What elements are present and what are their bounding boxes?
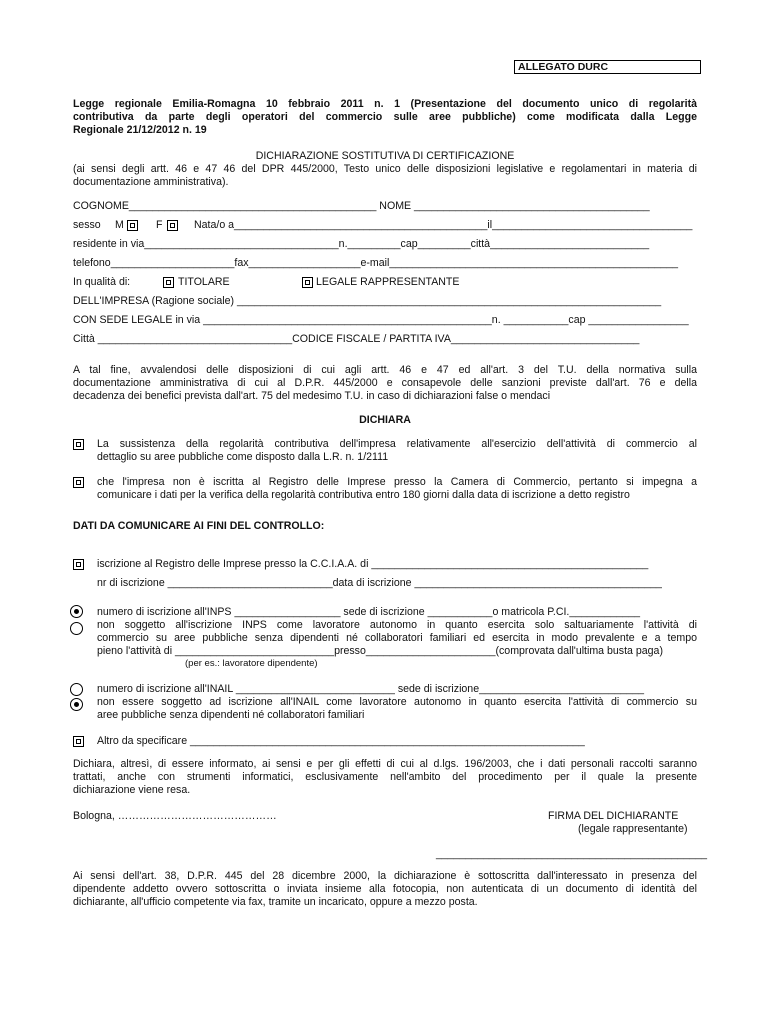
inps-non-soggetto-line-2: commercio su aree pubbliche senza dipendenti né collaboratori familiari ed esercita in modo prevalente e a tempo	[97, 632, 697, 644]
cognome-nome-field[interactable]: COGNOME__________________________________________ NOME ________________________________________	[73, 200, 650, 212]
qualita-label: In qualità di:	[73, 276, 131, 288]
inps-numero-field[interactable]: numero di iscrizione all'INPS __________________ sede di iscrizione ___________o matricola P.CI.____________	[97, 606, 641, 618]
footer-line-2: dipendente addetto ovvero sottoscritta o inviata insieme alla fotocopia, non autenticata di un documento di identità del	[73, 883, 697, 895]
signature-line[interactable]: ______________________________________________	[436, 848, 708, 860]
inps-non-soggetto-line-1: non soggetto all'iscrizione INPS come lavoratore autonomo in quanto esercita solo saltuariamente l'attività di	[97, 619, 697, 631]
law-heading-line-1: Legge regionale Emilia-Romagna 10 febbraio 2011 n. 1 (Presentazione del documento unico di regolarità	[73, 98, 697, 110]
sesso-label: sesso	[73, 219, 101, 231]
allegato-durc-label: ALLEGATO DURC	[514, 60, 701, 74]
inps-attivita-field[interactable]: pieno l'attività di ___________________________presso______________________(comprovata dall'ultima busta paga)	[97, 645, 663, 657]
declaration-title: DICHIARAZIONE SOSTITUTIVA DI CERTIFICAZIONE	[255, 150, 515, 162]
sede-legale-field[interactable]: CON SEDE LEGALE in via _________________________________________________n. ___________cap _________________	[73, 314, 689, 326]
residente-field[interactable]: residente in via_________________________________n._________cap_________città___________________________	[73, 238, 650, 250]
titolare-label: TITOLARE	[178, 276, 230, 288]
impresa-field[interactable]: DELL'IMPRESA (Ragione sociale) ________________________________________________________________________	[73, 295, 662, 307]
option-regolarita-checkbox[interactable]	[73, 439, 84, 450]
privacy-line-2: trattati, anche con strumenti informatici, esclusivamente nell'ambito del procedimento per il quale la presente	[73, 771, 697, 783]
dichiara-heading: DICHIARA	[359, 414, 411, 426]
citta-cf-field[interactable]: Città _________________________________CODICE FISCALE / PARTITA IVA________________________________	[73, 333, 640, 345]
sesso-m-label: M	[115, 219, 124, 231]
cciaa-checkbox[interactable]	[73, 559, 84, 570]
law-heading-line-2: contributiva da parte degli operatori del commercio sulle aree pubbliche) come modificata dalla Legge	[73, 111, 697, 123]
nato-field[interactable]: Nata/o a___________________________________________il__________________________________	[194, 219, 693, 231]
inps-non-soggetto-radio[interactable]	[70, 622, 83, 635]
inail-non-soggetto-line-1: non essere soggetto ad iscrizione all'INAIL come lavoratore autonomo in quanto esercita l'attività di commercio su	[97, 696, 697, 708]
inail-non-soggetto-line-2: aree pubbliche senza dipendenti né collaboratori familiari	[97, 709, 365, 721]
privacy-line-1: Dichiara, altresì, di essere informato, ai sensi e per gli effetti di cui al d.lgs. 196/2003, che i dati personali raccolti saranno	[73, 758, 697, 770]
altro-field[interactable]: Altro da specificare ___________________________________________________________________	[97, 735, 585, 747]
sesso-f-label: F	[156, 219, 163, 231]
inps-note: (per es.: lavoratore dipendente)	[185, 658, 318, 669]
sesso-m-checkbox[interactable]	[127, 220, 138, 231]
privacy-line-3: dichiarazione viene resa.	[73, 784, 191, 796]
nr-iscrizione-field[interactable]: nr di iscrizione ____________________________data di iscrizione __________________________________________	[97, 577, 662, 589]
sesso-f-checkbox[interactable]	[167, 220, 178, 231]
option-non-iscritta-checkbox[interactable]	[73, 477, 84, 488]
firma-sublabel: (legale rappresentante)	[578, 823, 688, 835]
option-regolarita-line-1: La sussistenza della regolarità contributiva dell'impresa relativamente all'esercizio dell'attività di commercio al	[97, 438, 697, 450]
place-date-field[interactable]: Bologna, ………………………………………	[73, 810, 277, 822]
inail-non-soggetto-radio[interactable]	[70, 698, 83, 711]
footer-line-1: Ai sensi dell'art. 38, D.P.R. 445 del 28 dicembre 2000, la dichiarazione è sottoscritta dall'interessato in presenza del	[73, 870, 697, 882]
inail-iscritto-radio[interactable]	[70, 683, 83, 696]
fine-paragraph-line-1: A tal fine, avvalendosi delle disposizioni di cui agli artt. 46 e 47 ed all'art. 3 del T.U. della normativa sulla	[73, 364, 697, 376]
titolare-checkbox[interactable]	[163, 277, 174, 288]
declaration-subtitle-line-2: documentazione amministrativa).	[73, 176, 229, 188]
telefono-fax-email-field[interactable]: telefono_____________________fax___________________e-mail_________________________________________________	[73, 257, 679, 269]
altro-checkbox[interactable]	[73, 736, 84, 747]
law-heading-line-3: Regionale 21/12/2012 n. 19	[73, 124, 207, 136]
fine-paragraph-line-3: decadenza dei benefici prevista dall'art. 75 del medesimo T.U. in caso di dichiarazioni false o mendaci	[73, 390, 551, 402]
option-regolarita-line-2: dettaglio su aree pubbliche come disposto dalla L.R. n. 1/2111	[97, 451, 389, 463]
legale-rappresentante-checkbox[interactable]	[302, 277, 313, 288]
footer-line-3: dichiarante, all'ufficio competente via fax, tramite un incaricato, oppure a mezzo posta.	[73, 896, 478, 908]
declaration-subtitle-line-1: (ai sensi degli artt. 46 e 47 46 del DPR 445/2000, Testo unico delle disposizioni legislative e regolamentari in materia di	[73, 163, 697, 175]
legale-rappresentante-label: LEGALE RAPPRESENTANTE	[316, 276, 460, 288]
inps-iscritto-radio[interactable]	[70, 605, 83, 618]
cciaa-field[interactable]: iscrizione al Registro delle Imprese presso la C.C.I.A.A. di _______________________________________________	[97, 558, 649, 570]
fine-paragraph-line-2: documentazione amministrativa di cui al D.P.R. 445/2000 e consapevole delle sanzioni previste dall'art. 76 e della	[73, 377, 697, 389]
inail-numero-field[interactable]: numero di iscrizione all'INAIL ___________________________ sede di iscrizione____________________________	[97, 683, 645, 695]
option-non-iscritta-line-1: che l'impresa non è iscritta al Registro delle Imprese presso la Camera di Commercio, pertanto si impegna a	[97, 476, 697, 488]
dati-heading: DATI DA COMUNICARE AI FINI DEL CONTROLLO:	[73, 520, 325, 532]
option-non-iscritta-line-2: comunicare i dati per la verifica della regolarità contributiva entro 180 giorni dalla data di iscrizione a detto registro	[97, 489, 630, 501]
firma-label: FIRMA DEL DICHIARANTE	[548, 810, 679, 822]
